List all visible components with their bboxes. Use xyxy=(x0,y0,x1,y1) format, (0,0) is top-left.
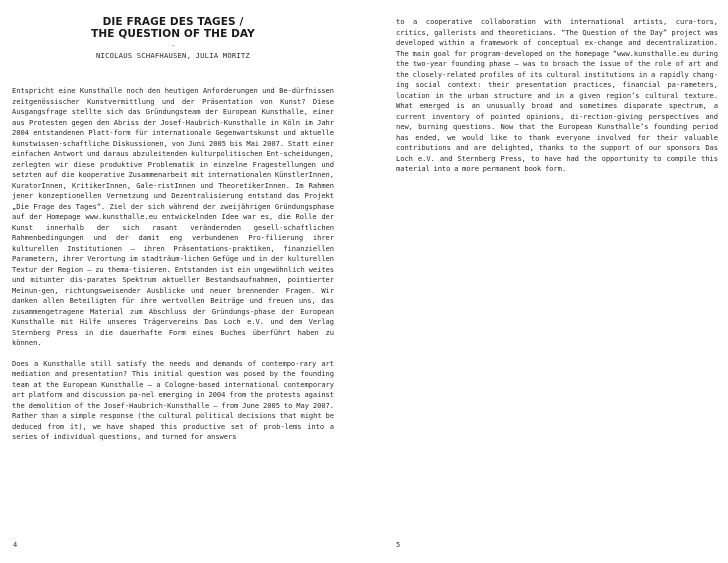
authors-line: NICOLAUS SCHAFHAUSEN, JULIA MORITZ xyxy=(96,51,250,60)
paragraph-english-continued: to a cooperative collaboration with international artists, cura-tors, critics, gallerists and theoreticians. “The Question of the Day” project was developed within a framework of conceptual ex-change and decentralization. The main goal for program-developed on the homepage “www.kunsthalle.eu during the two-year founding phase – was to broach the issue of the role of art and the closely-related profiles of its cultural institutions in a rapidly chang-ing social context: their presentation practices, financial pa-rameters, location in the urban structure and in a given region’s cultural texture. What emerged is an unusually broad and sometimes disparate spectrum, a current inventory of pointed opinions, di-rection-giving perspectives and new, burning questions. Now that the European Kunsthalle’s founding period has ended, we would like to thank everyone involved for their valuable contributions and are delighted, thanks to the support of our sponsors Das Loch e.V. and Sternberg Press, to have had the opportunity to compile this material into a more permanent book form. xyxy=(396,17,718,173)
title-separator: - xyxy=(170,42,176,50)
left-text-column xyxy=(12,14,334,443)
title-german: DIE FRAGE DES TAGES / xyxy=(102,16,244,28)
page-number-left: 4 xyxy=(13,541,18,549)
article-title xyxy=(12,16,334,40)
paragraph-english: Does a Kunsthalle still satisfy the needs and demands of contempo-rary art mediation and presentation? This initial question was posed by the founding team at the European Kunsthalle – a Cologne-based international contemporary art platform and discussion pa-nel emerging in 2004 from the protests against the demolition of the Josef-Haubrich-Kunsthalle – from June 2005 to May 2007. Rather than a simple response (the cultural political decisions that might be deduced from it), we have shaped this productive set of prob-lems into a series of individual questions, and turned for answers xyxy=(12,358,334,441)
right-page xyxy=(364,0,728,563)
right-text-column xyxy=(396,17,718,175)
paragraph-german: Entspricht eine Kunsthalle noch den heutigen Anforderungen und Be-dürfnissen zeitgenössischer Kunstvermittlung und der Präsentation von Kunst? Diese Ausgangsfrage stellte sich das Gründungsteam der European Kunsthalle, einer aus Protesten gegen den Abriss der Josef-Haubrich-Kunsthalle in Köln im Jahr 2004 entstandenen Platt-form für internationale Gegenwartskunst und aktuelle kunstwissen-schaftliche Diskussionen, von Juni 2005 bis Mai 2007. Statt einer einfachen Antwort und daraus abzuleitenden kulturpolitischen Ent-scheidungen, zerlegten wir diese produktive Problematik in einzelne Fragestellungen und setzten auf die kooperative Zusammenarbeit mit internationalen KünstlerInnen, KuratorInnen, KritikerInnen, Gale-ristInnen und TheoretikerInnen. Im Rahmen jener konzeptionellen Vernetzung und Dezentralisierung entstand das Projekt „Die Frage des Tages“. Ziel der sich während der zweijährigen Gründungsphase auf der Homepage www.kunsthalle.eu entwickelnden Idee war es, die Rolle der Kunst innerhalb der sich rasant verändernden gesell-schaftlichen Rahmenbedingungen und der damit eng verbundenen Pro-filierung ihrer kulturellen Institutionen – ihren Präsentations-praktiken, finanziellen Parametern, ihrer Verortung im stadträum-lichen Gefüge und in der kulturellen Textur der Region – zu thema-tisieren. Entstanden ist ein ungewöhnlich weites und mitunter dis-parates Spektrum aktueller Bestandsaufnahmen, pointierter Meinun-gen, richtungsweisender Ausblicke und neuer brennender Fragen. Wir danken allen Beteiligten für ihre wertvollen Beiträge und freuen uns, das zusammengetragene Material zum Abschluss der Gründungs-phase der European Kunsthalle mit Hilfe unseres Trägervereins Das Loch e.V. und dem Verlag Sternberg Press in die dauerhafte Form eines Buches überführt haben zu können. xyxy=(12,86,335,347)
page-number-right: 5 xyxy=(396,541,401,549)
title-english: THE QUESTION OF THE DAY xyxy=(91,28,255,40)
